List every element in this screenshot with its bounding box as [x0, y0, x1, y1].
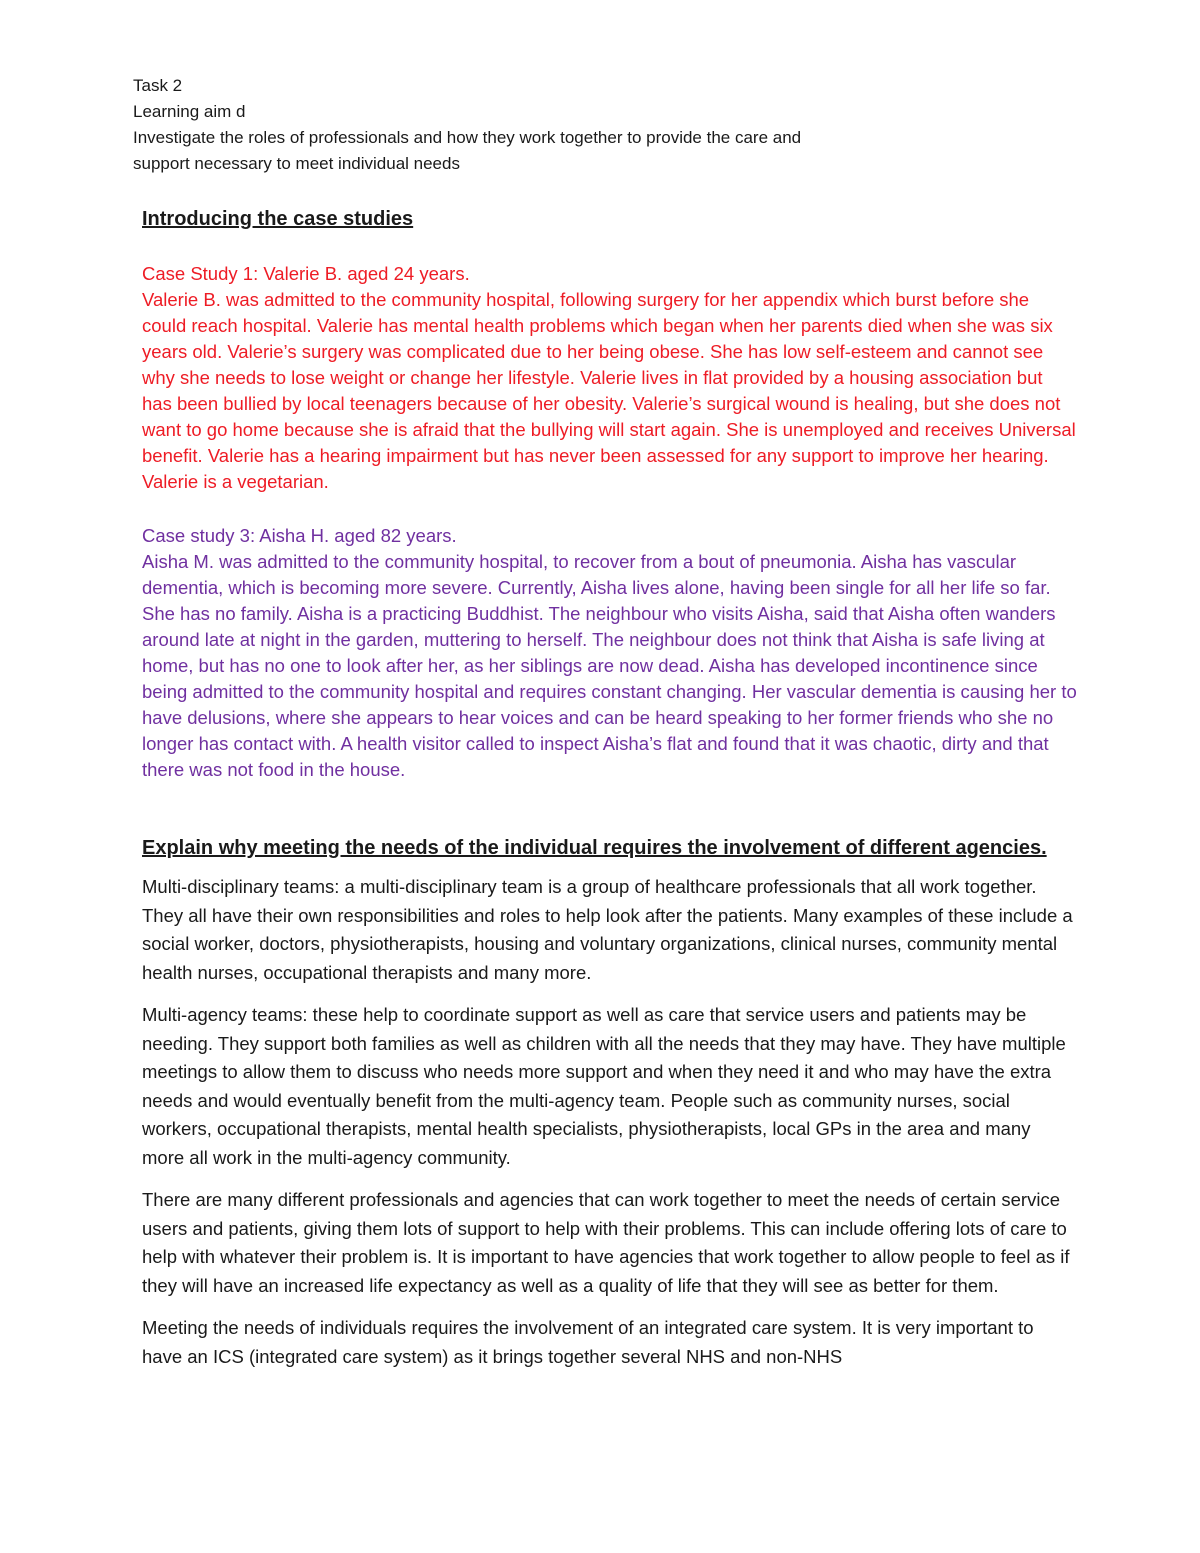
learning-aim-label: Learning aim d [133, 102, 246, 121]
document-header [133, 73, 1033, 177]
case-study-3-text: Aisha M. was admitted to the community hospital, to recover from a bout of pneumonia. Aisha has vascular dementia, which is becoming more severe. Currently, Aisha lives alone, having been single for all her life so far. She has no family. Aisha is a practicing Buddhist. The neighbour who visits Aisha, said that Aisha often wanders around late at night in the garden, muttering to herself. The neighbour does not think that Aisha is safe living at home, but has no one to look after her, as her siblings are now dead. Aisha has developed incontinence since being admitted to the community hospital and requires constant changing. Her vascular dementia is causing her to have delusions, where she appears to hear voices and can be heard speaking to her former friends who she no longer has contact with. A health visitor called to inspect Aisha’s flat and found that it was chaotic, dirty and that there was not food in the house. [142, 551, 1077, 780]
task-label: Task 2 [133, 76, 183, 95]
case-study-1 [142, 261, 1077, 495]
case-study-1-title: Case Study 1: Valerie B. aged 24 years. [142, 263, 470, 284]
paragraph-professionals-agencies: There are many different professionals and agencies that can work together to meet the needs of certain service users and patients, giving them lots of support to help with their problems. This can include offering lots of care to help with whatever their problem is. It is important to have agencies that work together to allow people to feel as if they will have an increased life expectancy as well as a quality of life that they will see as better for them. [142, 1189, 1070, 1296]
aim-description-line-1: Investigate the roles of professionals and how they work together to provide the care and [133, 128, 802, 147]
document-body [142, 204, 1077, 1385]
paragraph-integrated-care: Meeting the needs of individuals requires the involvement of an integrated care system. It is very important to have an ICS (integrated care system) as it brings together several NHS and non-NHS [142, 1317, 1034, 1367]
case-study-3 [142, 523, 1077, 783]
case-study-3-title: Case study 3: Aisha H. aged 82 years. [142, 525, 457, 546]
explain-heading: Explain why meeting the needs of the individual requires the involvement of different agencies. [142, 837, 1047, 859]
paragraph-multi-disciplinary: Multi-disciplinary teams: a multi-disciplinary team is a group of healthcare professionals that all work together. They all have their own responsibilities and roles to help look after the patients. Many examples of these include a social worker, doctors, physiotherapists, housing and voluntary organizations, clinical nurses, community mental health nurses, occupational therapists and many more. [142, 876, 1073, 983]
intro-heading: Introducing the case studies [142, 208, 414, 230]
paragraph-multi-agency: Multi-agency teams: these help to coordinate support as well as care that service users and patients may be needing. They support both families as well as children with all the needs that they may have. They have multiple meetings to allow them to discuss who needs more support and when they need it and who may have the extra needs and would eventually benefit from the multi-agency team. People such as community nurses, social workers, occupational therapists, mental health specialists, physiotherapists, local GPs in the area and many more all work in the multi-agency community. [142, 1004, 1066, 1168]
aim-description-line-2: support necessary to meet individual needs [133, 154, 460, 173]
case-study-1-text: Valerie B. was admitted to the community hospital, following surgery for her appendix which burst before she could reach hospital. Valerie has mental health problems which began when her parents died when she was six years old. Valerie’s surgery was complicated due to her being obese. She has low self-esteem and cannot see why she needs to lose weight or change her lifestyle. Valerie lives in flat provided by a housing association but has been bullied by local teenagers because of her obesity. Valerie’s surgical wound is healing, but she does not want to go home because she is afraid that the bullying will start again. She is unemployed and receives Universal benefit. Valerie has a hearing impairment but has never been assessed for any support to improve her hearing. Valerie is a vegetarian. [142, 289, 1076, 492]
